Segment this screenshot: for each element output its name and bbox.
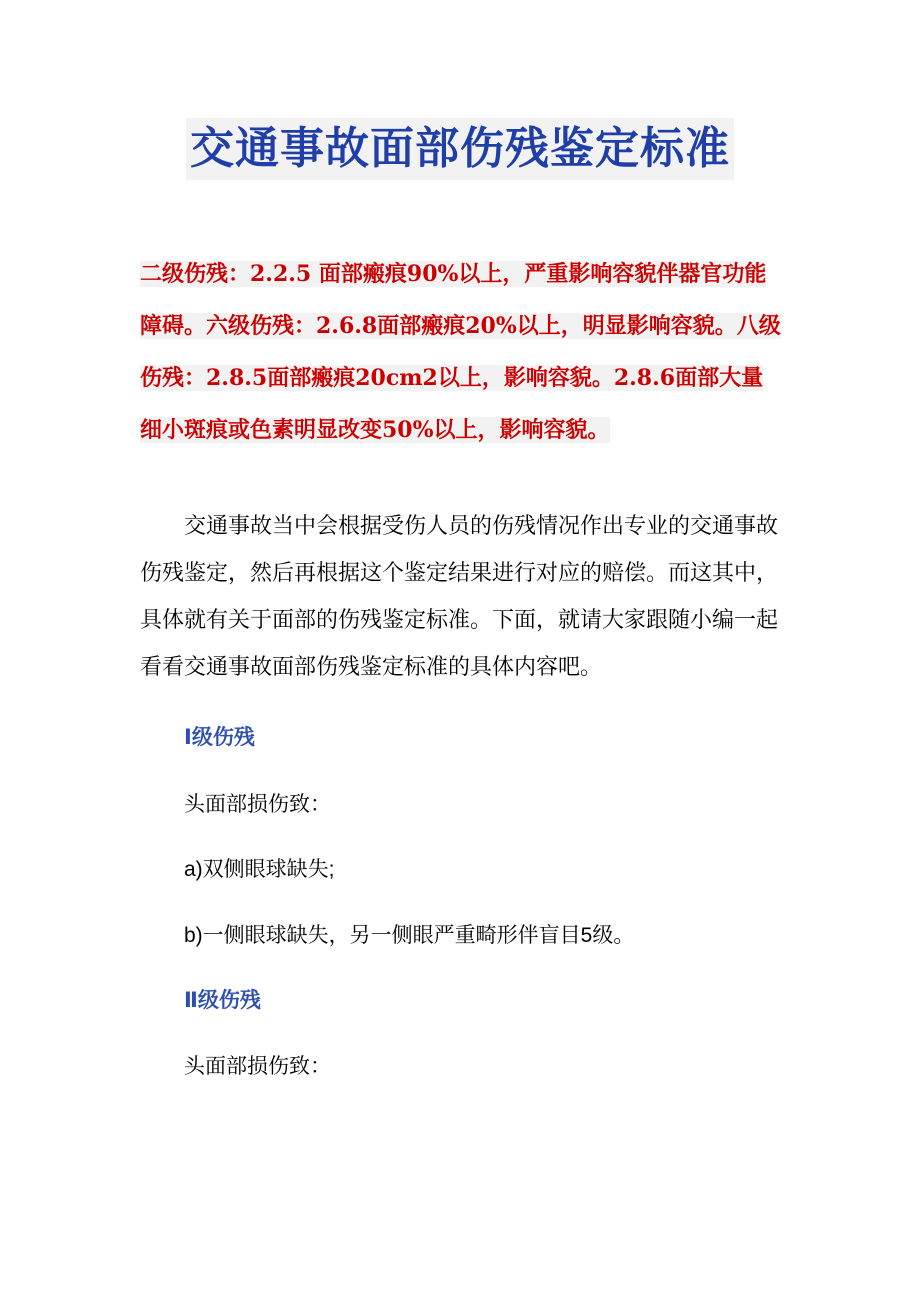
list-item: a)双侧眼球缺失; (184, 858, 335, 881)
section-lead: 头面部损伤致： (184, 1054, 331, 1078)
section-heading-grade-1: Ⅰ级伤残 (184, 725, 255, 749)
document-title: 交通事故面部伤残鉴定标准 (186, 118, 734, 180)
section-lead: 头面部损伤致： (184, 792, 331, 816)
list-item: b)一侧眼球缺失，另一侧眼严重畸形伴盲目5级。 (184, 924, 635, 947)
intro-paragraph: 交通事故当中会根据受伤人员的伤残情况作出专业的交通事故伤残鉴定，然后再根据这个鉴定结果进行对应的赔偿。而这其中，具体就有关于面部的伤残鉴定标准。下面，就请大家跟随小编一起看看交通事故面部伤残鉴定标准的具体内容吧。 (140, 514, 779, 680)
title-container (0, 118, 920, 180)
highlight-paragraph (140, 248, 785, 456)
section-heading-grade-2: Ⅱ级伤残 (184, 988, 261, 1012)
highlight-text: 二级伤残：2.2.5 面部瘢痕90%以上，严重影响容貌伴器官功能障碍。六级伤残：2.6.8面部瘢痕20%以上，明显影响容貌。八级伤残：2.8.5面部瘢痕20cm2以上，影响容貌。2.8.6面部大量细小斑痕或色素明显改变50%以上，影响容貌。 (140, 261, 781, 443)
